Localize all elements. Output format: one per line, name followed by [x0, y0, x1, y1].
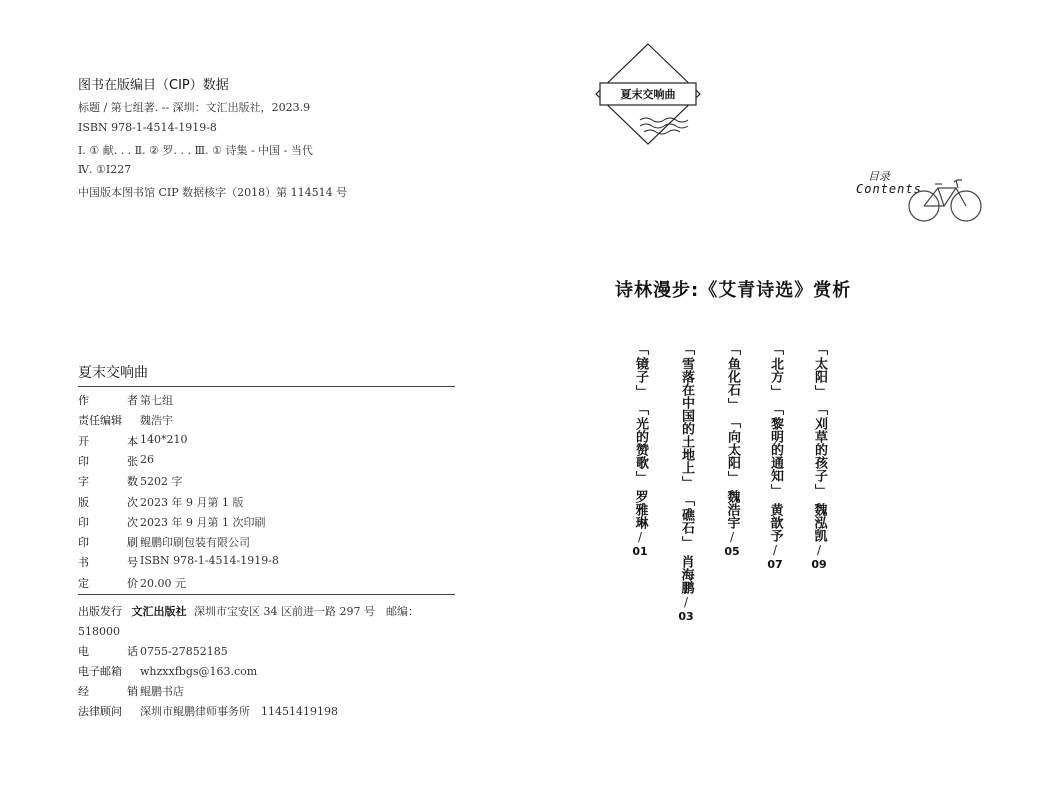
- info-label: [78, 702, 138, 722]
- toc-slash: /: [637, 530, 643, 544]
- info-label-part: 印: [78, 454, 89, 468]
- logo-text: 夏末交响曲: [620, 88, 676, 101]
- publisher-row: [78, 682, 458, 702]
- bracket-open: 「: [679, 493, 694, 506]
- book-title: 夏末交响曲: [78, 365, 148, 381]
- publisher-row: [78, 702, 458, 722]
- info-value: ISBN 978-1-4514-1919-8: [140, 554, 279, 568]
- info-row: [78, 412, 173, 428]
- info-label-part: 印: [78, 515, 89, 529]
- info-row: [78, 473, 183, 489]
- info-label: [78, 575, 138, 591]
- info-row: [78, 453, 154, 469]
- info-label: [78, 534, 138, 550]
- toc-title: 向太阳: [725, 430, 740, 469]
- info-label: [78, 473, 138, 489]
- publisher-row-value: 深圳市鲲鹏律师事务所 11451419198: [140, 705, 338, 718]
- divider-bottom: [78, 594, 455, 595]
- info-label: [78, 642, 138, 662]
- publisher-row-value: 0755-27852185: [140, 645, 228, 658]
- cip-heading: 图书在版编目（CIP）数据: [78, 78, 229, 93]
- toc-title: 光的赞歌: [633, 417, 648, 469]
- bracket-close: 」: [768, 385, 783, 398]
- bracket-open: 「: [812, 342, 827, 355]
- toc-author: 黄歆予: [767, 503, 783, 542]
- info-label-part: 字: [78, 475, 89, 489]
- info-label-part: 号: [127, 556, 138, 570]
- toc-title: 鱼化石: [725, 357, 740, 396]
- info-row: [78, 433, 188, 449]
- info-label-part: 印: [78, 536, 89, 550]
- cip-line: 标题 / 第七组著. -- 深圳：文汇出版社，2023.9: [78, 101, 311, 114]
- publisher-row-value: whzxxfbgs@163.com: [140, 665, 258, 678]
- info-label-part: 本: [127, 434, 138, 448]
- toc-entry[interactable]: [628, 340, 652, 558]
- bracket-open: 「: [633, 342, 648, 355]
- info-label-part: 销: [127, 685, 138, 698]
- info-row: [78, 494, 243, 510]
- toc-title: 镜子: [633, 357, 648, 383]
- toc-title: 太阳: [812, 357, 827, 383]
- info-value: 140*210: [140, 432, 188, 446]
- bracket-open: 「: [679, 342, 694, 355]
- info-label-part: 书: [78, 556, 89, 570]
- toc-title: 北方: [768, 357, 783, 383]
- publisher-name: 文汇出版社: [131, 605, 187, 618]
- info-label: [78, 433, 138, 449]
- toc-page-number: 07: [767, 558, 783, 571]
- publisher-row: [78, 662, 458, 682]
- publisher-label: 出版发行: [78, 605, 122, 618]
- info-row: [78, 554, 279, 570]
- info-row: [78, 392, 173, 408]
- info-label-part: 刷: [127, 536, 138, 550]
- toc-slash: /: [772, 543, 778, 557]
- cip-line: 中国版本图书馆 CIP 数据核字（2018）第 114514 号: [78, 186, 348, 199]
- bracket-close: 」: [768, 484, 783, 497]
- info-value: 5202 字: [140, 475, 183, 489]
- info-label: [78, 412, 138, 428]
- info-label-part: 法律顾问: [78, 705, 122, 718]
- contents-heading-cn: 目录: [868, 170, 890, 183]
- info-label: [78, 662, 138, 682]
- info-label-part: 开: [78, 434, 89, 448]
- info-value: 第七组: [140, 394, 173, 407]
- info-label-part: 数: [127, 475, 138, 489]
- bracket-close: 」: [812, 484, 827, 497]
- toc-page-number: 03: [678, 610, 694, 623]
- bracket-open: 「: [812, 402, 827, 415]
- toc-page-number: 05: [724, 545, 740, 558]
- publisher-block: [78, 602, 458, 722]
- info-label-part: 张: [127, 454, 138, 468]
- divider-top: [78, 386, 455, 387]
- bracket-close: 」: [679, 476, 694, 489]
- cip-line: Ⅳ. ①I227: [78, 163, 132, 176]
- info-row: [78, 575, 186, 591]
- contents-heading-en: Contents: [856, 182, 922, 196]
- cip-line: ISBN 978-1-4514-1919-8: [78, 121, 217, 134]
- toc-title: 雪落在中国的土地上: [679, 357, 694, 474]
- bracket-close: 」: [633, 385, 648, 398]
- info-label-part: 话: [127, 645, 138, 658]
- info-label: [78, 453, 138, 469]
- info-label: [78, 392, 138, 408]
- toc-author: 肖海鹏: [678, 555, 694, 594]
- publisher-postcode: 518000: [78, 625, 120, 638]
- bracket-close: 」: [679, 536, 694, 549]
- bracket-close: 」: [725, 471, 740, 484]
- toc-entry[interactable]: [807, 340, 831, 571]
- info-label-part: 电子邮箱: [78, 665, 122, 678]
- info-value: 鲲鹏印刷包装有限公司: [140, 536, 250, 550]
- info-value: 魏浩宇: [140, 414, 173, 428]
- publisher-row-value: 鲲鹏书店: [140, 685, 184, 698]
- bracket-open: 「: [633, 402, 648, 415]
- info-row: [78, 514, 265, 530]
- info-value: 2023 年 9 月第 1 版: [140, 495, 244, 509]
- toc-page-number: 09: [811, 558, 827, 571]
- bracket-close: 」: [725, 398, 740, 411]
- info-label-part: 责任编辑: [78, 414, 122, 428]
- toc-author: 罗雅琳: [632, 490, 648, 529]
- bracket-open: 「: [725, 342, 740, 355]
- info-label-part: 次: [127, 495, 138, 509]
- toc-title: 礁石: [679, 508, 694, 534]
- toc-entry[interactable]: [763, 340, 787, 571]
- info-label: [78, 514, 138, 530]
- info-label: [78, 554, 138, 570]
- info-label-part: 版: [78, 495, 89, 509]
- toc-entry[interactable]: [674, 340, 698, 623]
- info-label: [78, 682, 138, 702]
- info-label-part: 作: [78, 394, 89, 407]
- cip-line: Ⅰ. ① 献. . . Ⅱ. ② 罗. . . Ⅲ. ① 诗集 - 中国 - 当代: [78, 144, 313, 157]
- toc-slash: /: [816, 543, 822, 557]
- info-label: [78, 494, 138, 510]
- toc-title: 刈草的孩子: [812, 417, 827, 482]
- bracket-open: 「: [768, 402, 783, 415]
- info-label-part: 价: [127, 576, 138, 590]
- publisher-row: [78, 642, 458, 662]
- info-label-part: 经: [78, 685, 89, 698]
- bracket-close: 」: [633, 471, 648, 484]
- book-subtitle: 诗林漫步:《艾青诗选》赏析: [615, 280, 852, 301]
- info-value: 2023 年 9 月第 1 次印刷: [140, 515, 266, 529]
- publisher-line: [78, 602, 458, 622]
- info-row: [78, 534, 250, 550]
- info-value: 26: [140, 452, 154, 466]
- bracket-open: 「: [725, 415, 740, 428]
- bracket-open: 「: [768, 342, 783, 355]
- info-label-part: 定: [78, 576, 89, 590]
- toc-slash: /: [729, 530, 735, 544]
- info-label-part: 电: [78, 645, 89, 658]
- toc-title: 黎明的通知: [768, 417, 783, 482]
- toc-page-number: 01: [632, 545, 648, 558]
- publisher-address: 深圳市宝安区 34 区前进一路 297 号 邮编：: [194, 605, 419, 618]
- bracket-close: 」: [812, 385, 827, 398]
- info-label-part: 者: [127, 394, 138, 407]
- toc-slash: /: [683, 595, 689, 609]
- info-value: 20.00 元: [140, 576, 186, 590]
- toc-author: 魏泓凯: [811, 503, 827, 542]
- toc-entry[interactable]: [720, 340, 744, 558]
- toc-author: 魏浩宇: [724, 490, 740, 529]
- bicycle-icon: [904, 174, 986, 224]
- info-label-part: 次: [127, 515, 138, 529]
